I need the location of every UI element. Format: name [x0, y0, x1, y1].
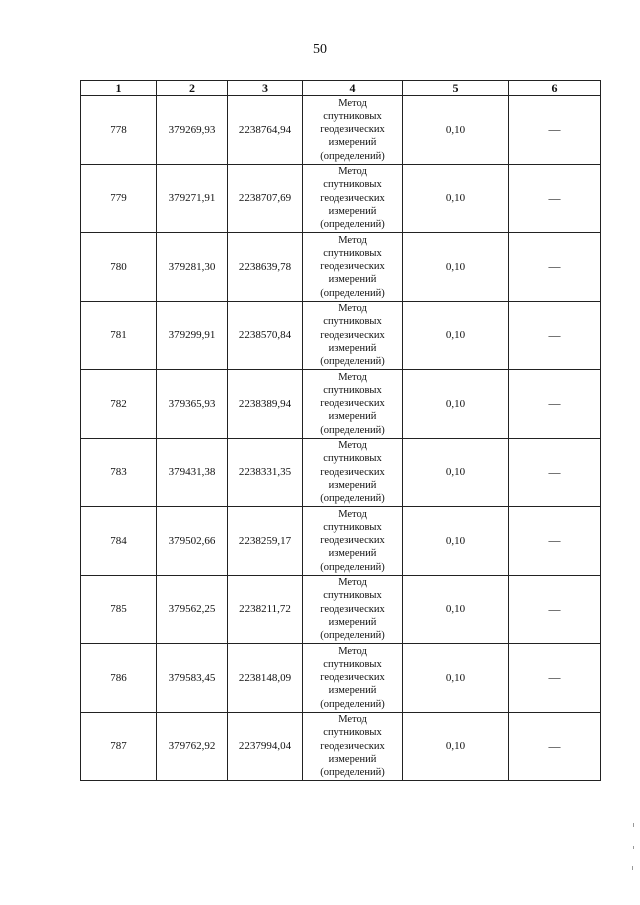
- note-cell: —: [509, 233, 601, 302]
- accuracy-cell: 0,10: [403, 301, 509, 370]
- point-number-cell: 785: [81, 575, 157, 644]
- method-line: геодезических: [320, 740, 385, 752]
- table-row: [81, 712, 601, 781]
- method-line: геодезических: [320, 398, 385, 410]
- coordinates-table: [80, 80, 601, 781]
- method-line: измерений: [328, 479, 377, 491]
- y-coordinate-cell: 2238331,35: [228, 438, 303, 507]
- y-coordinate-cell: 2238639,78: [228, 233, 303, 302]
- note-cell: —: [509, 301, 601, 370]
- method-line: спутниковых: [323, 316, 382, 328]
- y-coordinate-cell: 2238211,72: [228, 575, 303, 644]
- point-number-cell: 783: [81, 438, 157, 507]
- table-row: [81, 164, 601, 233]
- x-coordinate-cell: 379269,93: [157, 96, 228, 165]
- method-line: Метод: [338, 714, 367, 725]
- method-line: Метод: [338, 97, 367, 109]
- page-number: 50: [313, 42, 327, 57]
- table-row: [81, 233, 601, 302]
- column-header: 2: [157, 81, 228, 96]
- method-line: Метод: [338, 303, 367, 314]
- method-line: (определений): [320, 698, 385, 710]
- table-row: [81, 438, 601, 507]
- point-number-cell: 784: [81, 507, 157, 576]
- method-line: спутниковых: [323, 179, 382, 191]
- column-header: 6: [509, 81, 601, 96]
- method-line: измерений: [328, 685, 377, 697]
- table-row: [81, 575, 601, 644]
- accuracy-cell: 0,10: [403, 644, 509, 713]
- method-cell: [303, 438, 403, 507]
- accuracy-cell: 0,10: [403, 712, 509, 781]
- method-line: Метод: [338, 166, 367, 177]
- note-cell: —: [509, 644, 601, 713]
- x-coordinate-cell: 379365,93: [157, 370, 228, 439]
- method-line: (определений): [320, 219, 385, 231]
- method-line: геодезических: [320, 329, 385, 341]
- method-line: спутниковых: [323, 453, 382, 465]
- method-cell: [303, 370, 403, 439]
- note-cell: —: [509, 96, 601, 165]
- method-line: измерений: [328, 616, 377, 628]
- point-number-cell: 786: [81, 644, 157, 713]
- x-coordinate-cell: 379271,91: [157, 164, 228, 233]
- method-line: геодезических: [320, 124, 385, 136]
- y-coordinate-cell: 2238259,17: [228, 507, 303, 576]
- method-line: (определений): [320, 150, 385, 162]
- method-cell: [303, 644, 403, 713]
- method-line: спутниковых: [323, 384, 382, 396]
- y-coordinate-cell: 2238707,69: [228, 164, 303, 233]
- y-coordinate-cell: 2237994,04: [228, 712, 303, 781]
- x-coordinate-cell: 379281,30: [157, 233, 228, 302]
- point-number-cell: 779: [81, 164, 157, 233]
- point-number-cell: 782: [81, 370, 157, 439]
- method-line: спутниковых: [323, 247, 382, 259]
- method-line: Метод: [338, 234, 367, 246]
- table-row: [81, 301, 601, 370]
- note-cell: —: [509, 507, 601, 576]
- method-line: геодезических: [320, 192, 385, 204]
- method-line: Метод: [338, 508, 367, 520]
- x-coordinate-cell: 379502,66: [157, 507, 228, 576]
- method-line: (определений): [320, 561, 385, 573]
- method-cell: [303, 301, 403, 370]
- accuracy-cell: 0,10: [403, 370, 509, 439]
- column-header: 1: [81, 81, 157, 96]
- accuracy-cell: 0,10: [403, 164, 509, 233]
- note-cell: —: [509, 164, 601, 233]
- method-line: спутниковых: [323, 727, 382, 739]
- method-cell: [303, 712, 403, 781]
- scan-artifact: [633, 823, 634, 827]
- accuracy-cell: 0,10: [403, 507, 509, 576]
- x-coordinate-cell: 379762,92: [157, 712, 228, 781]
- accuracy-cell: 0,10: [403, 96, 509, 165]
- method-line: (определений): [320, 493, 385, 505]
- method-cell: [303, 575, 403, 644]
- table-row: [81, 96, 601, 165]
- x-coordinate-cell: 379562,25: [157, 575, 228, 644]
- method-line: спутниковых: [323, 658, 382, 670]
- note-cell: —: [509, 712, 601, 781]
- method-line: Метод: [338, 371, 367, 383]
- method-line: геодезических: [320, 535, 385, 547]
- table-header-row: [81, 81, 601, 96]
- point-number-cell: 780: [81, 233, 157, 302]
- y-coordinate-cell: 2238570,84: [228, 301, 303, 370]
- x-coordinate-cell: 379299,91: [157, 301, 228, 370]
- method-line: геодезических: [320, 466, 385, 478]
- method-line: (определений): [320, 630, 385, 642]
- method-cell: [303, 96, 403, 165]
- column-header: 3: [228, 81, 303, 96]
- note-cell: —: [509, 575, 601, 644]
- method-line: измерений: [328, 753, 377, 765]
- method-line: спутниковых: [323, 590, 382, 602]
- column-header: 5: [403, 81, 509, 96]
- x-coordinate-cell: 379583,45: [157, 644, 228, 713]
- method-line: измерений: [328, 411, 377, 423]
- point-number-cell: 787: [81, 712, 157, 781]
- note-cell: —: [509, 438, 601, 507]
- method-line: измерений: [328, 205, 377, 217]
- method-line: Метод: [338, 440, 367, 451]
- method-line: Метод: [338, 645, 367, 657]
- table-row: [81, 644, 601, 713]
- method-line: геодезических: [320, 672, 385, 684]
- method-line: измерений: [328, 548, 377, 560]
- y-coordinate-cell: 2238148,09: [228, 644, 303, 713]
- method-cell: [303, 233, 403, 302]
- table-row: [81, 507, 601, 576]
- accuracy-cell: 0,10: [403, 233, 509, 302]
- method-line: геодезических: [320, 261, 385, 273]
- point-number-cell: 778: [81, 96, 157, 165]
- method-line: измерений: [328, 274, 377, 286]
- table-row: [81, 370, 601, 439]
- method-line: (определений): [320, 356, 385, 368]
- note-cell: —: [509, 370, 601, 439]
- method-line: (определений): [320, 767, 385, 779]
- y-coordinate-cell: 2238764,94: [228, 96, 303, 165]
- point-number-cell: 781: [81, 301, 157, 370]
- accuracy-cell: 0,10: [403, 438, 509, 507]
- method-line: (определений): [320, 287, 385, 299]
- method-line: спутниковых: [323, 110, 382, 122]
- accuracy-cell: 0,10: [403, 575, 509, 644]
- x-coordinate-cell: 379431,38: [157, 438, 228, 507]
- method-line: измерений: [328, 342, 377, 354]
- y-coordinate-cell: 2238389,94: [228, 370, 303, 439]
- method-cell: [303, 507, 403, 576]
- method-line: (определений): [320, 424, 385, 436]
- method-line: геодезических: [320, 603, 385, 615]
- scan-artifact: [633, 846, 634, 849]
- column-header: 4: [303, 81, 403, 96]
- method-line: Метод: [338, 577, 367, 588]
- scan-artifact: [632, 866, 633, 870]
- method-line: спутниковых: [323, 521, 382, 533]
- method-line: измерений: [328, 137, 377, 149]
- method-cell: [303, 164, 403, 233]
